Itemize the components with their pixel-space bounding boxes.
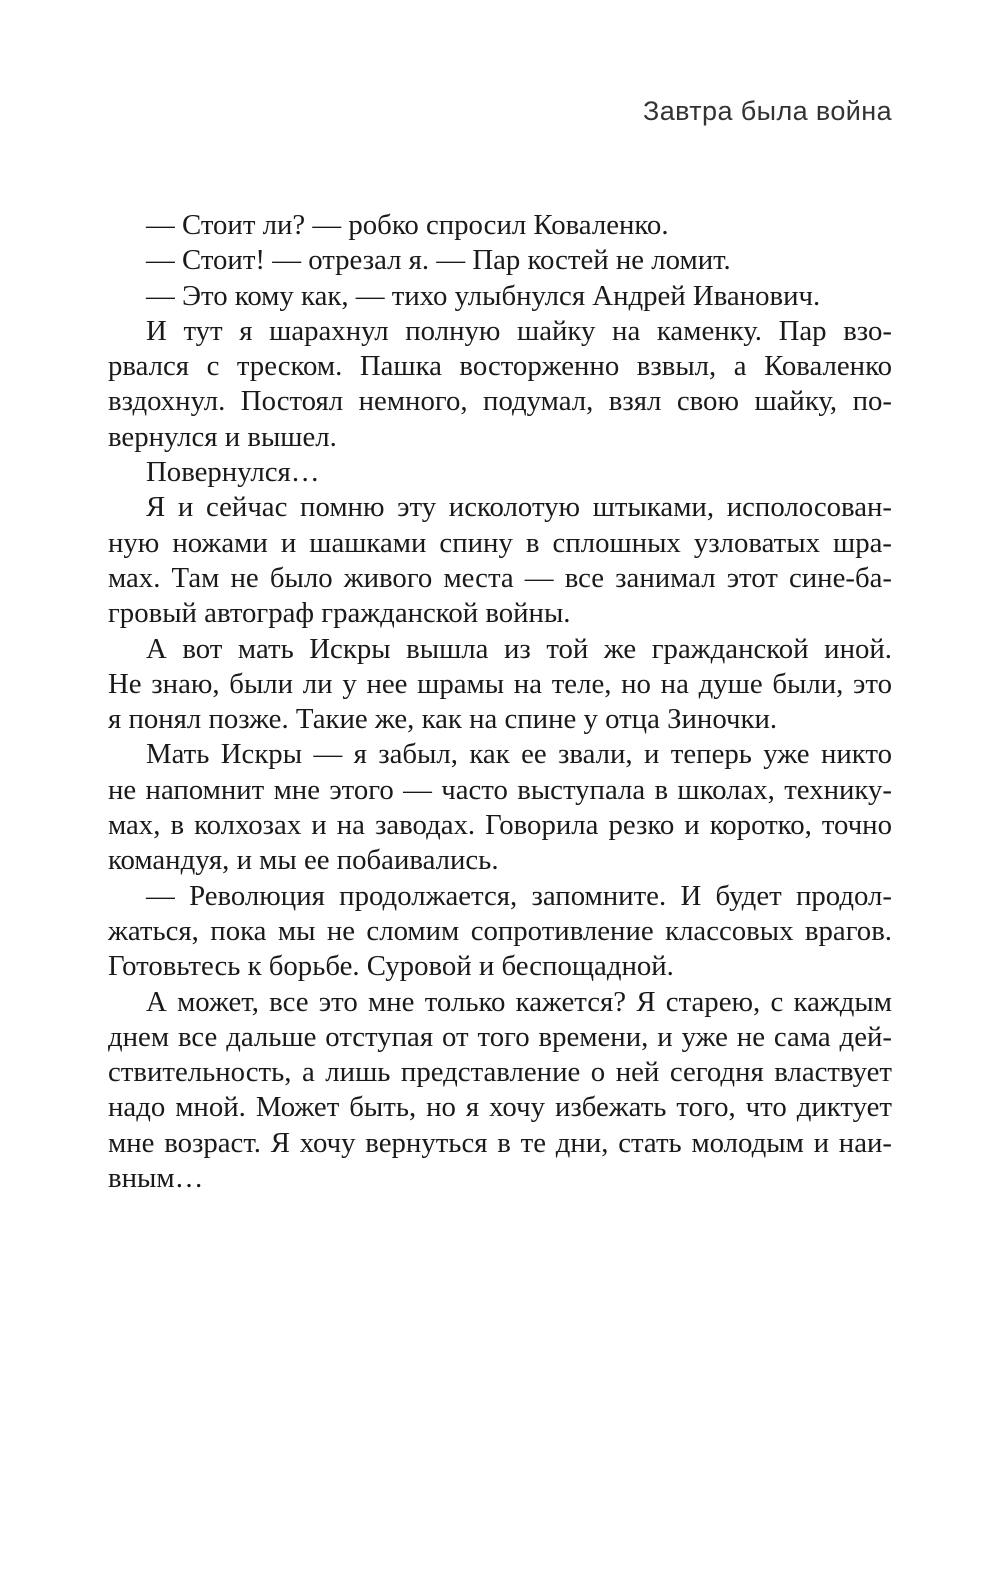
text-line: — Стоит! — отрезал я. — Пар костей не ломит. [146, 244, 731, 277]
text-line: вздохнул. Постоял немного, подумал, взял свою шайку, по- [108, 385, 892, 418]
text-line: А вот мать Искры вышла из той же гражданской иной. [146, 632, 892, 665]
text-line: не напомнит мне этого — часто выступала в школах, технику- [108, 773, 892, 806]
text-line: гровый автограф гражданской войны. [108, 597, 571, 630]
text-line: Не знаю, были ли у нее шрамы на теле, но на душе были, это [108, 667, 892, 700]
text-line: днем все дальше отступая от того времени, и уже не сама дей- [108, 1020, 892, 1053]
text-line: вернулся и вышел. [108, 420, 337, 453]
text-line: Мать Искры — я забыл, как ее звали, и теперь уже никто [146, 738, 892, 771]
text-line: надо мной. Может быть, но я хочу избежать того, что диктует [108, 1091, 892, 1124]
text-line: рвался с треском. Пашка восторженно взвыл, а Коваленко [108, 350, 892, 383]
text-line: — Стоит ли? — робко спросил Коваленко. [146, 209, 669, 241]
text-line: И тут я шарахнул полную шайку на каменку. Пар взо- [146, 314, 892, 347]
text-line: Готовьтесь к борьбе. Суровой и беспощадной. [108, 950, 674, 983]
text-line: — Революция продолжается, запомните. И будет продол- [146, 879, 892, 912]
text-line: мах, в колхозах и на заводах. Говорила резко и коротко, точно [108, 809, 892, 842]
text-line: командуя, и мы ее побаивались. [108, 844, 499, 877]
text-line: мах. Там не было живого места — все занимал этот сине-ба- [108, 561, 892, 594]
text-line: я понял позже. Такие же, как на спине у отца Зиночки. [108, 703, 778, 736]
text-line: ствительность, а лишь представление о ней сегодня властвует [108, 1056, 892, 1089]
body-text [108, 208, 892, 1196]
text-line: Я и сейчас помню эту исколотую штыками, исполосован- [146, 491, 892, 524]
text-line: мне возраст. Я хочу вернуться в те дни, стать молодым и наи- [108, 1126, 892, 1159]
text-line: ную ножами и шашками спину в сплошных узловатых шра- [108, 526, 892, 559]
text-line: — Это кому как, — тихо улыбнулся Андрей Иванович. [146, 279, 821, 312]
text-line: А может, все это мне только кажется? Я старею, с каждым [146, 985, 892, 1018]
text-line: вным… [108, 1162, 204, 1195]
running-head-title: Завтра была война [643, 96, 892, 126]
text-line: Повернулся… [146, 456, 320, 489]
text-line: жаться, пока мы не сломим сопротивление классовых врагов. [108, 914, 892, 947]
